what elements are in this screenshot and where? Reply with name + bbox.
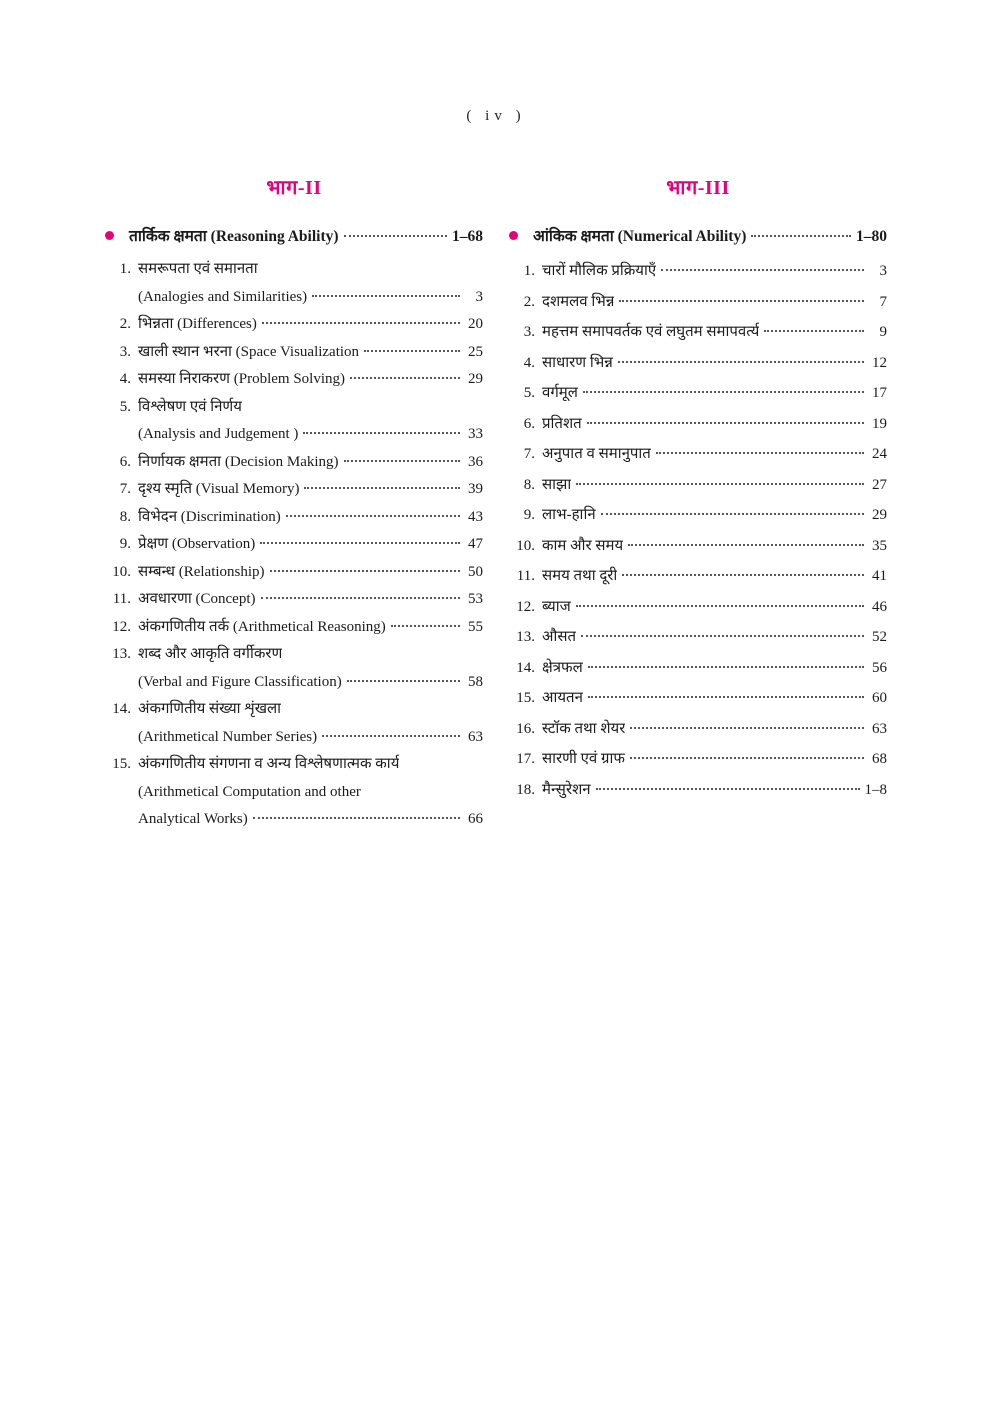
item-line xyxy=(138,669,483,697)
item-body xyxy=(542,531,887,562)
item-line xyxy=(542,531,887,562)
dot-leader xyxy=(253,817,460,819)
item-title-line: ब्याज xyxy=(542,598,571,615)
toc-item xyxy=(105,366,483,394)
item-line xyxy=(542,317,887,348)
item-title-line: अंकगणितीय तर्क (Arithmetical Reasoning) xyxy=(138,618,386,635)
item-body xyxy=(138,614,483,642)
item-number: 5. xyxy=(119,398,131,415)
item-page-number: 56 xyxy=(872,659,887,676)
dot-leader xyxy=(764,330,864,332)
item-page-number: 39 xyxy=(468,481,483,497)
toc-item xyxy=(509,409,887,440)
item-title-line: चारों मौलिक प्रक्रियाएँ xyxy=(542,263,657,279)
item-number: 2. xyxy=(119,316,131,332)
item-body xyxy=(138,559,483,587)
item-line xyxy=(138,284,483,312)
item-title-line: क्षेत्रफल xyxy=(542,659,583,676)
item-title-line: वर्गमूल xyxy=(542,385,578,401)
dot-leader xyxy=(656,452,864,454)
item-body xyxy=(542,622,887,653)
item-title-line: अवधारणा (Concept) xyxy=(138,591,256,607)
dot-leader xyxy=(261,597,460,599)
item-page-number: 29 xyxy=(468,371,483,387)
toc-item xyxy=(105,696,483,751)
toc-columns xyxy=(0,173,992,834)
item-line xyxy=(138,394,483,422)
dot-leader xyxy=(286,515,460,517)
item-body xyxy=(138,339,483,367)
item-line xyxy=(138,531,483,559)
item-number: 10. xyxy=(112,563,131,580)
dot-leader xyxy=(619,300,864,302)
item-page-number: 19 xyxy=(872,415,887,432)
item-body xyxy=(138,586,483,614)
item-page-number: 68 xyxy=(872,751,887,767)
item-number: 3. xyxy=(523,324,535,340)
item-number: 13. xyxy=(516,629,535,645)
item-body xyxy=(138,366,483,394)
item-body xyxy=(138,449,483,477)
item-page-number: 53 xyxy=(468,591,483,607)
dot-leader xyxy=(344,460,460,462)
item-title-line: साधारण भिन्न xyxy=(542,354,613,371)
item-number: 8. xyxy=(523,476,535,493)
item-title-line: काम और समय xyxy=(542,537,624,554)
item-title-line: खाली स्थान भरना (Space Visualization xyxy=(138,343,360,360)
item-body xyxy=(542,287,887,318)
dot-leader xyxy=(581,635,864,637)
item-line xyxy=(138,586,483,614)
toc-column-part3 xyxy=(509,173,887,805)
item-page-number: 12 xyxy=(872,354,887,371)
part2-page-range: 1–68 xyxy=(452,228,483,245)
item-body xyxy=(138,641,483,696)
item-title-line: सम्बन्ध (Relationship) xyxy=(138,563,265,580)
dot-leader xyxy=(576,483,864,485)
dot-leader xyxy=(391,625,460,627)
bullet-icon xyxy=(105,231,114,240)
item-line xyxy=(542,775,887,806)
dot-leader xyxy=(304,487,460,489)
item-title-line: विभेदन (Discrimination) xyxy=(138,508,281,525)
toc-item xyxy=(105,449,483,477)
item-line xyxy=(138,476,483,504)
toc-item xyxy=(509,622,887,653)
toc-item xyxy=(509,714,887,745)
item-title-line: Analytical Works) xyxy=(138,811,248,827)
toc-item xyxy=(509,653,887,684)
item-line xyxy=(542,378,887,409)
item-title-line: अंकगणितीय संख्या शृंखला xyxy=(138,701,282,717)
item-title-line: (Analysis and Judgement ) xyxy=(138,426,299,442)
item-body xyxy=(542,775,887,806)
toc-item xyxy=(509,439,887,470)
toc-item xyxy=(509,744,887,775)
item-line xyxy=(542,653,887,684)
item-number: 12. xyxy=(516,598,535,615)
item-number: 1. xyxy=(119,261,131,277)
item-body xyxy=(542,683,887,714)
dot-leader xyxy=(588,696,864,698)
dot-leader xyxy=(622,574,864,576)
dot-leader xyxy=(350,377,460,379)
item-body xyxy=(542,470,887,501)
item-title-line: समरूपता एवं समानता xyxy=(138,261,258,277)
item-title-line: लाभ-हानि xyxy=(542,507,596,523)
item-line xyxy=(138,256,483,284)
item-title-line: (Analogies and Similarities) xyxy=(138,288,308,305)
item-page-number: 3 xyxy=(475,288,483,305)
item-line xyxy=(542,622,887,653)
bullet-icon xyxy=(509,231,518,240)
item-body xyxy=(138,504,483,532)
item-page-number: 1–8 xyxy=(864,781,887,798)
item-page-number: 3 xyxy=(879,263,887,279)
item-page-number: 63 xyxy=(468,728,483,745)
item-page-number: 66 xyxy=(468,811,483,827)
item-body xyxy=(542,744,887,775)
item-number: 16. xyxy=(516,720,535,737)
item-line xyxy=(542,287,887,318)
item-page-number: 9 xyxy=(879,324,887,340)
item-page-number: 27 xyxy=(872,476,887,493)
item-line xyxy=(138,806,483,834)
dot-leader xyxy=(364,350,460,352)
dot-leader xyxy=(630,757,864,759)
item-body xyxy=(138,394,483,449)
part2-section-heading xyxy=(105,224,483,246)
item-title-line: दशमलव भिन्न xyxy=(542,293,615,310)
folio-page-number: ( iv ) xyxy=(466,108,526,124)
toc-item xyxy=(509,500,887,531)
item-number: 7. xyxy=(119,481,131,497)
item-number: 8. xyxy=(119,508,131,525)
item-title-line: भिन्नता (Differences) xyxy=(138,316,257,332)
item-title-line: साझा xyxy=(542,476,572,493)
item-line xyxy=(138,504,483,532)
item-line xyxy=(138,724,483,752)
dot-leader xyxy=(588,666,864,668)
item-title-line: सारणी एवं ग्राफ xyxy=(542,751,625,767)
item-title-line: औसत xyxy=(542,629,577,645)
item-number: 9. xyxy=(119,536,131,552)
item-title-line: विश्लेषण एवं निर्णय xyxy=(138,398,242,415)
part3-section-heading xyxy=(509,224,887,246)
item-line xyxy=(542,744,887,775)
item-line xyxy=(542,348,887,379)
item-number: 14. xyxy=(112,701,131,717)
item-page-number: 46 xyxy=(872,598,887,615)
dot-leader xyxy=(260,542,460,544)
item-body xyxy=(542,653,887,684)
item-page-number: 33 xyxy=(468,426,483,442)
item-page-number: 17 xyxy=(872,385,887,401)
toc-item xyxy=(105,256,483,311)
item-number: 6. xyxy=(119,453,131,470)
toc-item xyxy=(105,476,483,504)
toc-item xyxy=(105,614,483,642)
item-body xyxy=(542,439,887,470)
item-number: 2. xyxy=(523,293,535,310)
part2-title: भाग-II xyxy=(266,177,322,199)
dot-leader xyxy=(751,235,851,237)
item-page-number: 20 xyxy=(468,316,483,332)
toc-item xyxy=(509,287,887,318)
toc-item xyxy=(509,592,887,623)
dot-leader xyxy=(661,269,864,271)
toc-item xyxy=(105,751,483,834)
item-line xyxy=(138,559,483,587)
dot-leader xyxy=(347,680,460,682)
item-number: 11. xyxy=(112,591,131,607)
toc-item xyxy=(105,641,483,696)
item-number: 12. xyxy=(112,618,131,635)
item-line xyxy=(138,779,483,807)
item-line xyxy=(542,714,887,745)
dot-leader xyxy=(587,422,864,424)
item-line xyxy=(542,683,887,714)
toc-item xyxy=(509,378,887,409)
toc-item xyxy=(509,775,887,806)
part3-page-range: 1–80 xyxy=(856,228,887,245)
item-number: 1. xyxy=(523,263,535,279)
item-number: 7. xyxy=(523,446,535,462)
toc-item xyxy=(105,559,483,587)
item-page-number: 29 xyxy=(872,507,887,523)
item-number: 9. xyxy=(523,507,535,523)
item-body xyxy=(542,592,887,623)
dot-leader xyxy=(601,513,864,515)
item-page-number: 52 xyxy=(872,629,887,645)
item-page-number: 41 xyxy=(872,568,887,584)
item-page-number: 60 xyxy=(872,690,887,706)
toc-item xyxy=(509,470,887,501)
item-page-number: 36 xyxy=(468,453,483,470)
dot-leader xyxy=(630,727,864,729)
item-line xyxy=(138,421,483,449)
item-page-number: 25 xyxy=(468,343,483,360)
toc-item xyxy=(509,317,887,348)
toc-item xyxy=(509,561,887,592)
item-title-line: आयतन xyxy=(542,690,583,706)
toc-item xyxy=(105,586,483,614)
part3-title: भाग-III xyxy=(666,177,730,199)
item-line xyxy=(542,592,887,623)
item-line xyxy=(542,470,887,501)
item-line xyxy=(138,614,483,642)
item-line xyxy=(138,696,483,724)
dot-leader xyxy=(312,295,460,297)
item-title-line: प्रतिशत xyxy=(542,415,582,432)
dot-leader xyxy=(628,544,864,546)
item-line xyxy=(138,641,483,669)
item-title-line: (Arithmetical Number Series) xyxy=(138,728,318,745)
part3-item-list xyxy=(509,256,887,805)
item-title-line: (Arithmetical Computation and other xyxy=(138,783,361,800)
dot-leader xyxy=(303,432,460,434)
item-title-line: निर्णायक क्षमता (Decision Making) xyxy=(138,453,339,470)
item-number: 17. xyxy=(516,751,535,767)
item-page-number: 7 xyxy=(879,293,887,310)
item-page-number: 43 xyxy=(468,508,483,525)
item-number: 10. xyxy=(516,537,535,554)
item-page-number: 50 xyxy=(468,563,483,580)
item-body xyxy=(138,256,483,311)
toc-column-part2 xyxy=(105,173,483,834)
item-body xyxy=(542,409,887,440)
item-line xyxy=(542,409,887,440)
item-number: 18. xyxy=(516,781,535,798)
item-title-line: अंकगणितीय संगणना व अन्य विश्लेषणात्मक कार्य xyxy=(138,756,400,772)
dot-leader xyxy=(270,570,460,572)
item-number: 5. xyxy=(523,385,535,401)
toc-item xyxy=(509,531,887,562)
toc-item xyxy=(105,339,483,367)
item-number: 15. xyxy=(112,756,131,772)
item-title-line: स्टॉक तथा शेयर xyxy=(542,720,626,737)
item-page-number: 63 xyxy=(872,720,887,737)
item-number: 15. xyxy=(516,690,535,706)
item-title-line: प्रेक्षण (Observation) xyxy=(138,536,256,552)
item-title-line: मैन्सुरेशन xyxy=(542,781,591,798)
toc-item xyxy=(105,311,483,339)
item-body xyxy=(542,378,887,409)
item-line xyxy=(542,439,887,470)
dot-leader xyxy=(576,605,864,607)
item-page-number: 24 xyxy=(872,446,887,462)
toc-item xyxy=(509,683,887,714)
item-line xyxy=(542,256,887,287)
item-page-number: 55 xyxy=(468,618,483,635)
item-number: 11. xyxy=(516,568,535,584)
item-title-line: समय तथा दूरी xyxy=(542,568,618,584)
item-body xyxy=(542,317,887,348)
part3-section-title: आंकिक क्षमता (Numerical Ability) xyxy=(533,228,747,245)
item-number: 14. xyxy=(516,659,535,676)
item-page-number: 35 xyxy=(872,537,887,554)
item-title-line: अनुपात व समानुपात xyxy=(542,446,651,462)
dot-leader xyxy=(344,235,447,237)
item-body xyxy=(542,714,887,745)
item-line xyxy=(542,500,887,531)
item-line xyxy=(138,339,483,367)
item-number: 4. xyxy=(119,371,131,387)
toc-item xyxy=(105,504,483,532)
item-body xyxy=(542,256,887,287)
item-number: 6. xyxy=(523,415,535,432)
item-body xyxy=(138,476,483,504)
part2-item-list xyxy=(105,256,483,834)
item-number: 13. xyxy=(112,646,131,662)
item-title-line: (Verbal and Figure Classification) xyxy=(138,673,342,690)
item-line xyxy=(542,561,887,592)
item-title-line: समस्या निराकरण (Problem Solving) xyxy=(138,371,346,387)
dot-leader xyxy=(583,391,864,393)
item-title-line: दृश्य स्मृति (Visual Memory) xyxy=(138,481,300,497)
part2-section-title: तार्किक क्षमता (Reasoning Ability) xyxy=(129,228,339,245)
dot-leader xyxy=(596,788,860,790)
item-title-line: महत्तम समापवर्तक एवं लघुतम समापवर्त्य xyxy=(542,324,760,340)
item-body xyxy=(542,561,887,592)
item-page-number: 47 xyxy=(468,536,483,552)
item-number: 3. xyxy=(119,343,131,360)
item-line xyxy=(138,366,483,394)
item-body xyxy=(542,348,887,379)
item-body xyxy=(138,311,483,339)
dot-leader xyxy=(618,361,864,363)
item-number: 4. xyxy=(523,354,535,371)
toc-item xyxy=(105,394,483,449)
toc-item xyxy=(509,348,887,379)
dot-leader xyxy=(262,322,460,324)
dot-leader xyxy=(322,735,460,737)
item-body xyxy=(138,751,483,834)
toc-item xyxy=(509,256,887,287)
item-body xyxy=(138,696,483,751)
item-body xyxy=(542,500,887,531)
toc-item xyxy=(105,531,483,559)
item-line xyxy=(138,311,483,339)
item-page-number: 58 xyxy=(468,673,483,690)
item-line xyxy=(138,449,483,477)
item-body xyxy=(138,531,483,559)
item-title-line: शब्द और आकृति वर्गीकरण xyxy=(138,646,283,662)
item-line xyxy=(138,751,483,779)
